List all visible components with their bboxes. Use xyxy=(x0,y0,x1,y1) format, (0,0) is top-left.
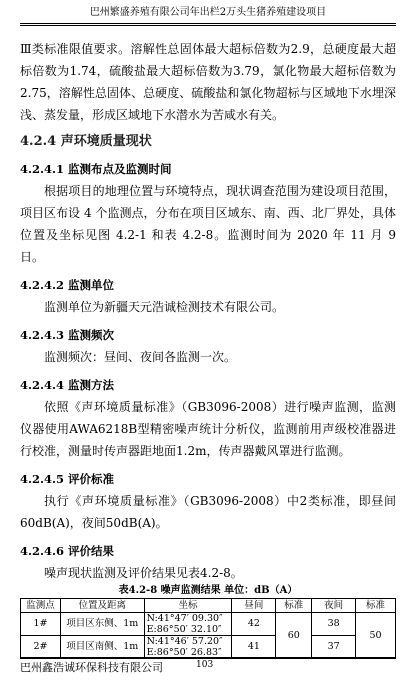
table-row xyxy=(21,613,396,636)
paragraph-4-2-4-4: 依照《声环境质量标准》（GB3096-2008）进行噪声监测，监测仪器使用AWA6218B型精密噪声统计分析仪，监测前用声级校准器进行校准，测量时传声器距地面1.2m，传声器戴风罩进行监测。 xyxy=(20,400,396,458)
cell-day-standard: 60 xyxy=(276,613,312,659)
col-header-day-standard: 标准 xyxy=(276,599,312,613)
col-header-location: 位置及距离 xyxy=(60,599,144,613)
section-heading-4-2-4-1: 4.2.4.1 监测布点及监测时间 xyxy=(20,162,172,176)
col-header-coordinate: 坐标 xyxy=(144,599,232,613)
table-header-row xyxy=(21,599,396,613)
col-header-night-standard: 标准 xyxy=(356,599,396,613)
coordinate-north: N:41°46′ 57.20″ xyxy=(146,636,223,647)
paragraph-4-2-4-6: 噪声现状监测及评价结果见表4.2-8。 xyxy=(44,566,243,580)
paragraph-4-2-4-3: 监测频次：昼间、夜间各监测一次。 xyxy=(44,350,237,364)
coordinate-east: E:86°50′ 32.10″ xyxy=(146,624,222,635)
section-heading-4-2-4-5: 4.2.4.5 评价标准 xyxy=(20,472,115,486)
cell-location: 项目区南侧、1m xyxy=(60,636,144,659)
paragraph-4-2-4-2: 监测单位为新疆天元浩诚检测技术有限公司。 xyxy=(44,300,285,314)
cell-coordinate xyxy=(144,636,232,659)
table-title: 表4.2-8 噪声监测结果 单位：dB（A） xyxy=(118,585,298,596)
col-header-day: 昼间 xyxy=(232,599,276,613)
cell-night-value: 37 xyxy=(312,636,356,659)
cell-coordinate xyxy=(144,613,232,636)
section-heading-4-2-4-4: 4.2.4.4 监测方法 xyxy=(20,378,115,392)
footer-rule xyxy=(20,657,396,658)
table-row xyxy=(21,636,396,659)
running-header: 巴州繁盛养殖有限公司年出栏2万头生猪养殖建设项目 xyxy=(89,7,327,18)
coordinate-east: E:86°50′ 26.83″ xyxy=(146,647,222,658)
cell-day-value: 41 xyxy=(232,636,276,659)
cell-day-value: 42 xyxy=(232,613,276,636)
section-heading-4-2-4-2: 4.2.4.2 监测单位 xyxy=(20,278,115,292)
cell-point: 2# xyxy=(21,636,61,659)
coordinate-north: N:41°47′ 09.30″ xyxy=(146,613,223,624)
cell-night-value: 38 xyxy=(312,613,356,636)
noise-monitoring-table xyxy=(20,598,396,659)
cell-night-standard: 50 xyxy=(356,613,396,659)
cell-location: 项目区东侧、1m xyxy=(60,613,144,636)
col-header-point: 监测点 xyxy=(21,599,61,613)
section-heading-4-2-4-6: 4.2.4.6 评价结果 xyxy=(20,544,115,558)
document-body xyxy=(20,38,396,659)
paragraph-intro: Ⅲ类标准限值要求。溶解性总固体最大超标倍数为2.9，总硬度最大超标倍数为1.74，硫酸盐最大超标倍数为3.79，氯化物最大超标倍数为2.75，溶解性总固体、总硬度、硫酸盐和氯化物超标与区域地下水埋深浅、蒸发量，形成区域地下水潜水为苦咸水有关。 xyxy=(20,42,396,122)
page-number: 103 xyxy=(196,660,214,670)
section-heading-4-2-4-3: 4.2.4.3 监测频次 xyxy=(20,328,115,342)
paragraph-4-2-4-1: 根据项目的地理位置与环境特点，现状调查范围为建设项目范围，项目区布设 4 个监测点，分布在项目区域东、南、西、北厂界处，具体位置及坐标见图 4.2-1 和表 4.2-8。监测时间为 2020 年 11 月 9 日。 xyxy=(20,184,396,264)
col-header-night: 夜间 xyxy=(312,599,356,613)
footer-company: 巴州鑫浩诚环保科技有限公司 xyxy=(20,661,163,674)
cell-point: 1# xyxy=(21,613,61,636)
header-rule xyxy=(20,23,396,24)
header-rule-secondary xyxy=(20,25,396,26)
paragraph-4-2-4-5: 执行《声环境质量标准》（GB3096-2008）中2类标准，即昼间60dB(A)，夜间50dB(A)。 xyxy=(20,494,396,530)
section-heading-4-2-4: 4.2.4 声环境质量现状 xyxy=(20,134,152,149)
